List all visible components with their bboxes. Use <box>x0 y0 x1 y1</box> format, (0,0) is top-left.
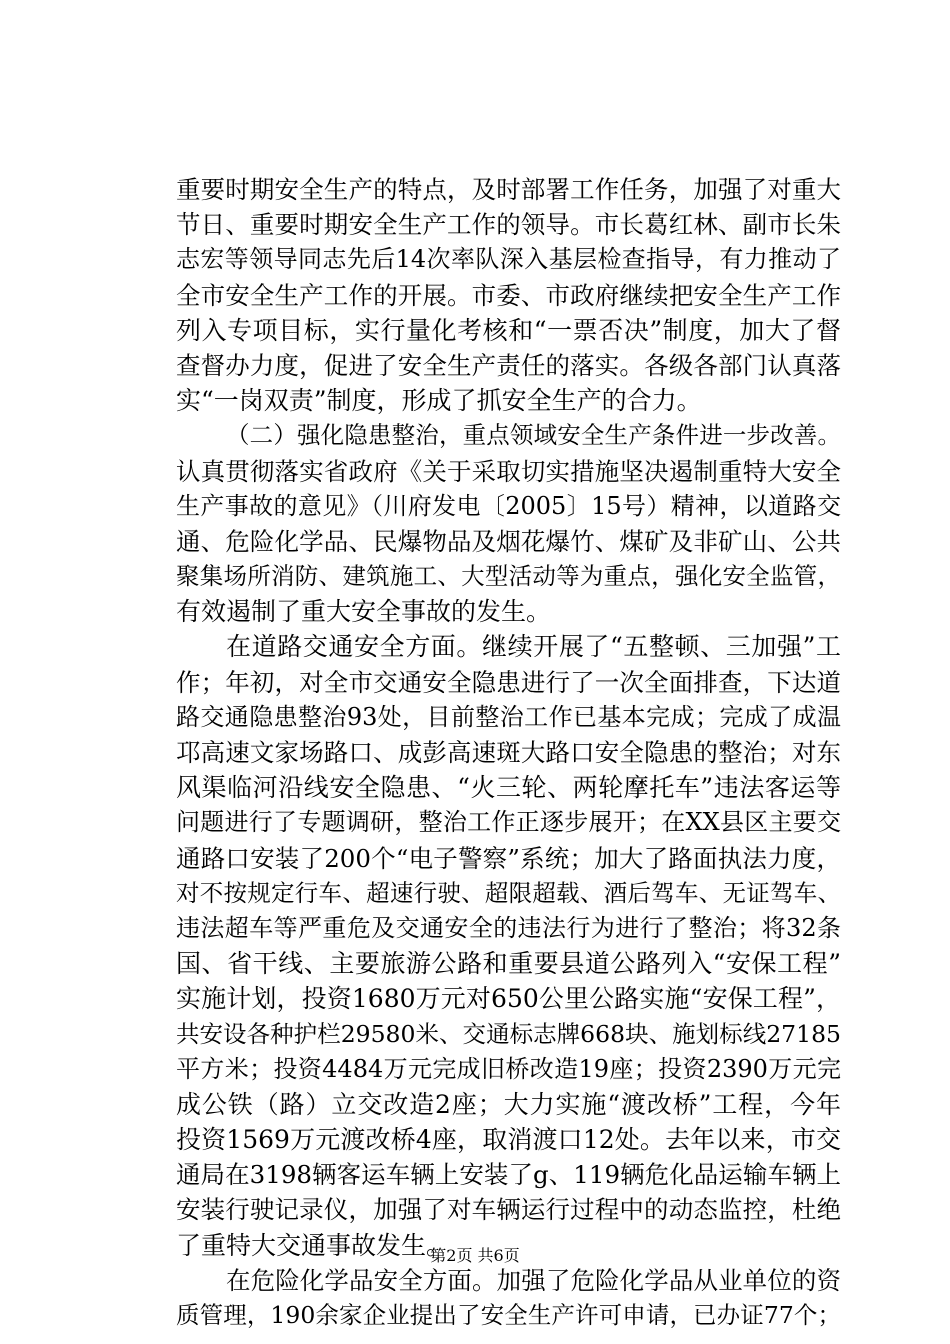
text-line: 风渠临河沿线安全隐患、“火三轮、两轮摩托车”违法客运等 <box>176 773 841 803</box>
text-line: （二）强化隐患整治，重点领域安全生产条件进一步改善。 <box>226 421 841 450</box>
text-line: 共安设各种护栏29580米、交通标志牌668块、施划标线27185 <box>176 1019 841 1048</box>
text-line: 查督办力度，促进了安全生产责任的落实。各级各部门认真落 <box>176 350 841 380</box>
text-line: 投资1569万元渡改桥4座，取消渡口12处。去年以来，市交 <box>176 1125 841 1155</box>
text-line: 质管理，190余家企业提出了安全生产许可申请，已办证77个； <box>176 1301 841 1329</box>
text-line: 有效遏制了重大安全事故的发生。 <box>176 597 552 627</box>
text-line: 路交通隐患整治93处，目前整治工作已基本完成；完成了成温 <box>176 702 841 731</box>
text-line: 认真贯彻落实省政府《关于采取切实措施坚决遏制重特大安全 <box>176 456 841 486</box>
text-line: 节日、重要时期安全生产工作的领导。市长葛红林、副市长朱 <box>176 210 841 240</box>
text-line: 实“一岗双责”制度，形成了抓安全生产的合力。 <box>176 386 702 416</box>
text-line: 平方米；投资4484万元完成旧桥改造19座；投资2390万元完 <box>176 1054 841 1083</box>
text-line: 对不按规定行车、超速行驶、超限超载、酒后驾车、无证驾车、 <box>176 878 841 907</box>
text-line: 实施计划，投资1680万元对650公里公路实施“安保工程”， <box>176 984 841 1014</box>
text-line: 志宏等领导同志先后14次率队深入基层检查指导，有力推动了 <box>176 245 841 274</box>
text-line: 邛高速文家场路口、成彭高速斑大路口安全隐患的整治；对东 <box>176 738 841 767</box>
text-line: 生产事故的意见》（川府发电〔2005〕15号）精神，以道路交 <box>176 491 841 520</box>
text-line: 在道路交通安全方面。继续开展了“五整顿、三加强”工 <box>226 632 841 662</box>
text-line: 安装行驶记录仪，加强了对车辆运行过程中的动态监控，杜绝 <box>176 1195 841 1225</box>
document-body <box>176 172 841 1333</box>
text-line: 了重特大交通事故发生。 <box>176 1230 452 1260</box>
text-line: 成公铁（路）立交改造2座；大力实施“渡改桥”工程，今年 <box>176 1089 841 1119</box>
text-line: 通局在3198辆客运车辆上安装了g、119辆危化品运输车辆上 <box>176 1160 841 1190</box>
text-line: 聚集场所消防、建筑施工、大型活动等为重点，强化安全监管， <box>176 562 841 591</box>
text-line: 在危险化学品安全方面。加强了危险化学品从业单位的资 <box>226 1265 841 1295</box>
text-line: 通、危险化学品、民爆物品及烟花爆竹、煤矿及非矿山、公共 <box>176 526 841 556</box>
text-line: 列入专项目标，实行量化考核和“一票否决”制度，加大了督 <box>176 315 841 345</box>
text-line: 全市安全生产工作的开展。市委、市政府继续把安全生产工作 <box>176 280 841 310</box>
text-line: 作；年初，对全市交通安全隐患进行了一次全面排查，下达道 <box>176 667 841 697</box>
text-line: 通路口安装了200个“电子警察”系统；加大了路面执法力度， <box>176 843 841 873</box>
text-line: 国、省干线、主要旅游公路和重要县道公路列入“安保工程” <box>176 949 841 979</box>
text-line: 重要时期安全生产的特点，及时部署工作任务，加强了对重大 <box>176 175 841 204</box>
text-line: 问题进行了专题调研，整治工作正逐步展开；在XX县区主要交 <box>176 808 841 837</box>
text-line: 违法超车等严重危及交通安全的违法行为进行了整治；将32条 <box>176 913 841 942</box>
page-footer: 第2页 共6页 <box>430 1246 520 1265</box>
